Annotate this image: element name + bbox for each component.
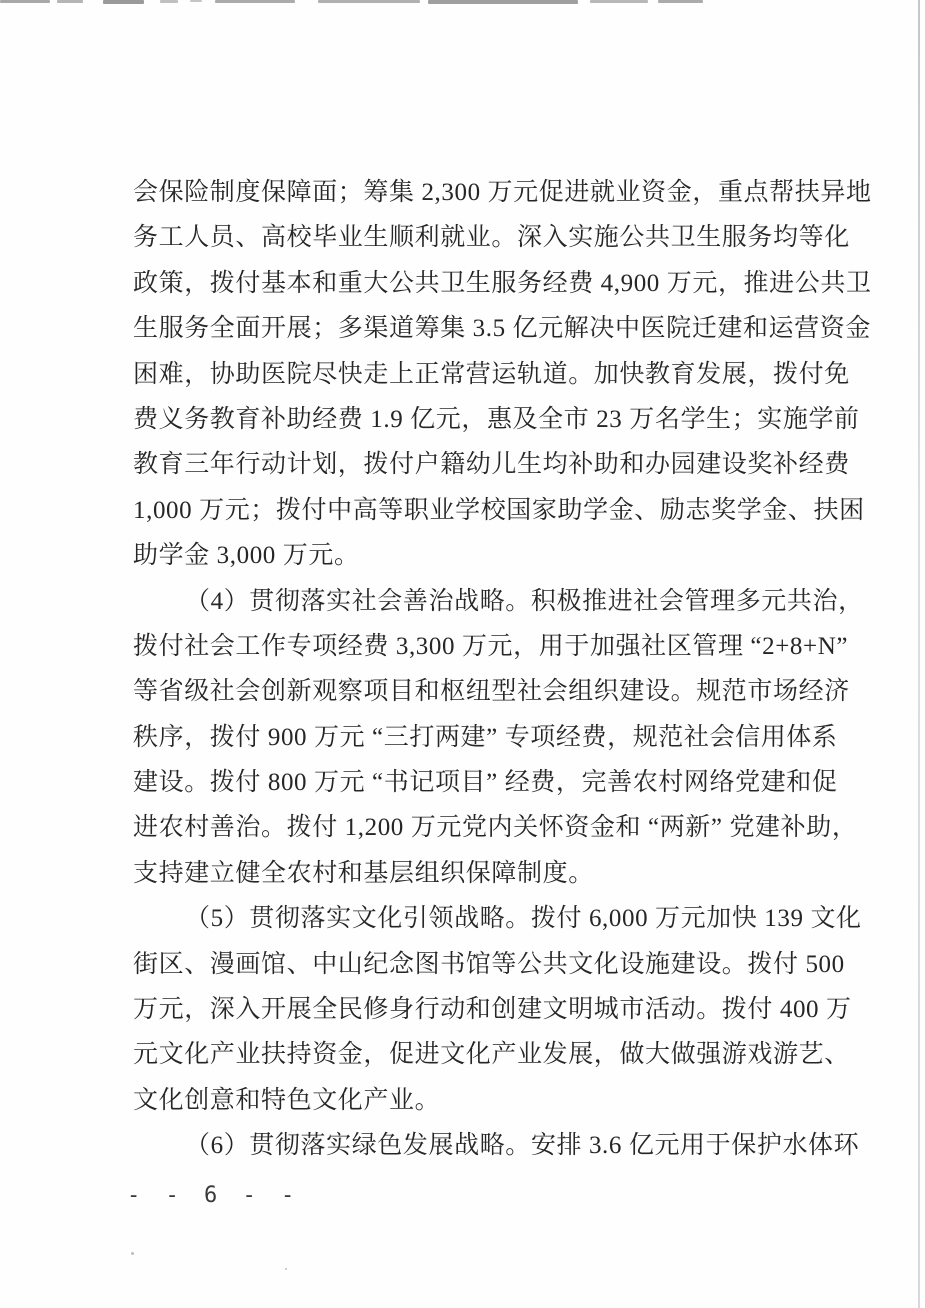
paragraph-start-line: （6）贯彻落实绿色发展战略。安排 3.6 亿元用于保护水体环 (185, 1132, 860, 1160)
text-line: 务工人员、高校毕业生顺利就业。深入实施公共卫生服务均等化 (133, 224, 850, 252)
text-line: 进农村善治。拨付 1,200 万元党内关怀资金和 “两新” 党建补助， (133, 814, 858, 842)
text-line: 万元，深入开展全民修身行动和创建文明城市活动。拨付 400 万 (133, 996, 852, 1024)
text-line: 会保险制度保障面；筹集 2,300 万元促进就业资金，重点帮扶异地 (133, 179, 872, 206)
text-line: 等省级社会创新观察项目和枢纽型社会组织建设。规范市场经济 (133, 678, 850, 706)
text-line: 教育三年行动计划，拨付户籍幼儿生均补助和办园建设奖补经费 (133, 451, 850, 479)
text-line: 困难，协助医院尽快走上正常营运轨道。加快教育发展，拨付免 (133, 360, 850, 388)
text-line: 助学金 3,000 万元。 (133, 542, 360, 570)
scan-artifact (318, 0, 420, 3)
scan-speck (131, 1252, 134, 1255)
paragraph-start-line: （5）贯彻落实文化引领战略。拨付 6,000 万元加快 139 文化 (185, 905, 862, 933)
scan-artifact (215, 0, 295, 3)
scan-edge-line (918, 0, 920, 1308)
text-line: 费义务教育补助经费 1.9 亿元，惠及全市 23 万名学生；实施学前 (133, 405, 860, 433)
text-line: 政策，拨付基本和重大公共卫生服务经费 4,900 万元，推进公共卫 (133, 269, 872, 297)
scan-artifact (658, 0, 703, 3)
scan-artifact (0, 0, 50, 3)
text-line: 支持建立健全农村和基层组织保障制度。 (133, 859, 594, 887)
text-line: 秩序，拨付 900 万元 “三打两建” 专项经费，规范社会信用体系 (133, 723, 838, 751)
scan-artifact (57, 0, 83, 3)
paragraph-start-line: （4）贯彻落实社会善治战略。积极推进社会管理多元共治， (185, 587, 864, 615)
text-line: 拨付社会工作专项经费 3,300 万元，用于加强社区管理 “2+8+N” (133, 632, 849, 660)
document-body (133, 170, 872, 1169)
scan-artifact (103, 0, 144, 4)
scan-artifact (190, 0, 202, 2)
text-line: 生服务全面开展；多渠道筹集 3.5 亿元解决中医院迁建和运营资金 (133, 315, 871, 343)
text-line: 街区、漫画馆、中山纪念图书馆等公共文化设施建设。拨付 500 (133, 950, 845, 978)
text-line: 元文化产业扶持资金，促进文化产业发展，做大做强游戏游艺、 (133, 1041, 850, 1069)
scan-artifact (428, 0, 578, 4)
scan-artifact (160, 0, 178, 3)
page-number: - - 6 - - (127, 1183, 301, 1208)
scan-artifact (590, 0, 648, 3)
text-line: 文化创意和特色文化产业。 (133, 1086, 441, 1114)
text-line: 1,000 万元；拨付中高等职业学校国家助学金、励志奖学金、扶困 (133, 496, 865, 524)
text-line: 建设。拨付 800 万元 “书记项目” 经费，完善农村网络党建和促 (133, 769, 838, 797)
scan-speck (285, 1268, 287, 1270)
